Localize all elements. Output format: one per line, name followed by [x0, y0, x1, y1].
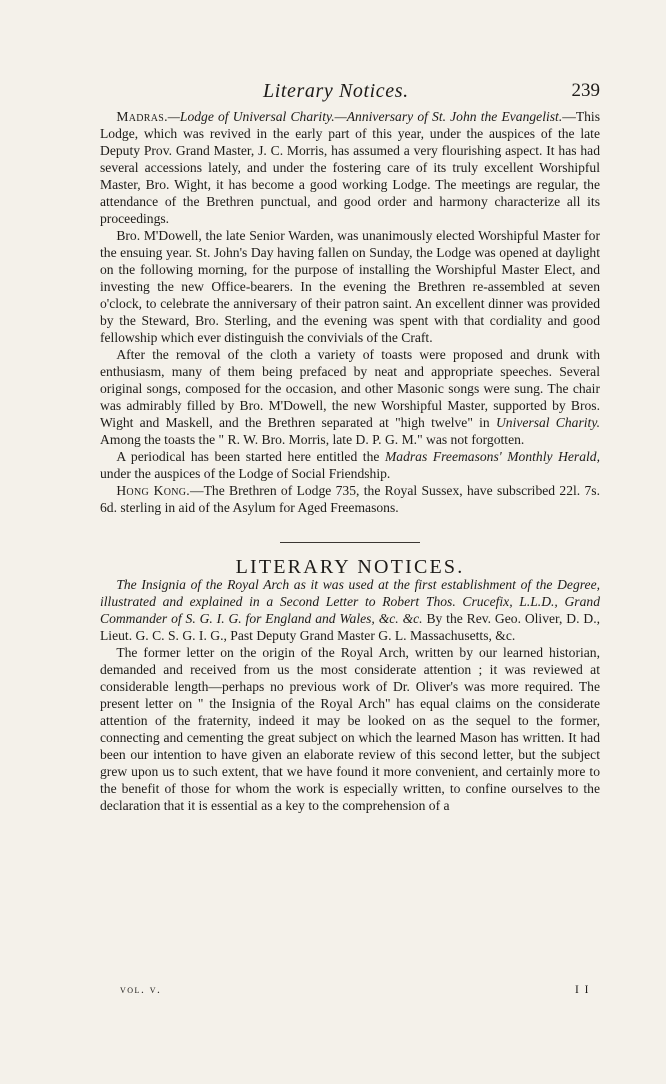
section-divider: [280, 542, 420, 543]
madras-lead: —Lodge of Universal Charity.—Anniversary of St. John the Evangelist.: [167, 109, 563, 124]
madras-paragraph-4: [100, 448, 600, 482]
review-body: The former letter on the origin of the Royal Arch, written by our learned historian, demanded and received from us the most considerate attention ; it was reviewed at considerable length—perhaps no previous work of Dr. Oliver's was more required. The present letter on " the Insignia of the Royal Arch" has equal claims on the considerate attention of the fraternity, indeed it may be looked on as the sequel to the former, connecting and cementing the great subject on which the learned Mason has written. It had been our intention to have given an elaborate review of this second letter, but the subject grew upon us to such extent, that we have found it more convenient, and certainly more to the benefit of those for whom the work is especially written, to confine ourselves to the declaration that it is essential as a key to the comprehension of a: [100, 645, 600, 813]
page-body: [100, 108, 600, 814]
page-number: 239: [571, 80, 600, 101]
signature-mark: I I: [574, 984, 590, 996]
madras-para4-italic: Madras Freemasons' Monthly Herald,: [384, 449, 600, 464]
madras-place: Madras.: [116, 109, 168, 124]
madras-para1-text: —This Lodge, which was revived in the early part of this year, under the auspices of the late Deputy Prov. Grand Master, J. C. Morris, has assumed a very flourishing aspect. It has had several accessions lately, and under the fostering care of its truly excellent Worshipful Master, Bro. Wight, it has become a good working Lodge. The meetings are regular, the attendance of the Brethren punctual, and good order and harmony characterize all its proceedings.: [100, 109, 600, 226]
hong-kong-text: —The Brethren of Lodge 735, the Royal Sussex, have subscribed 22l. 7s. 6d. sterling in aid of the Asylum for Aged Freemasons.: [100, 483, 600, 515]
madras-para3-b: Among the toasts the " R. W. Bro. Morris, late D. P. G. M." was not forgotten.: [100, 432, 525, 447]
madras-para3-a: After the removal of the cloth a variety of toasts were proposed and drunk with enthusiasm, many of them being prefaced by neat and appropriate speeches. Several original songs, composed for the occasion, and other Masonic songs were sung. The chair was admirably filled by Bro. M'Dowell, the new Worshipful Master, supported by Bros. Wight and Maskell, and the Brethren separated at "high twelve" in: [100, 347, 600, 430]
madras-para4-a: A periodical has been started here entitled the: [116, 449, 385, 464]
section-title: LITERARY NOTICES.: [235, 556, 465, 578]
review-byline: By the Rev. Geo. Oliver, D. D., Lieut. G. C. S. G. I. G., Past Deputy Grand Master G. L. Massachusetts, &c.: [100, 611, 600, 643]
review-book-title: The Insignia of the Royal Arch as it was used at the first establishment of the Degree, illustrated and explained in a Second Letter to Robert Thos. Crucefix, L.L.D., Grand Commander of S. G. I. G. for England and Wales, &c. &c.: [100, 577, 600, 626]
hong-kong-place: Hong Kong.: [116, 483, 190, 498]
madras-paragraph-3: [100, 346, 600, 448]
madras-para4-b: under the auspices of the Lodge of Social Friendship.: [100, 466, 391, 481]
madras-paragraph-1: [100, 108, 600, 227]
madras-paragraph-2: Bro. M'Dowell, the late Senior Warden, was unanimously elected Worshipful Master for the ensuing year. St. John's Day having fallen on Sunday, the Lodge was opened at daylight on the following morning, for the purpose of installing the Worshipful Master Elect, and investing the new Office-bearers. In the evening the Brethren re-assembled at seven o'clock, to celebrate the anniversary of their patron saint. An excellent dinner was provided by the Steward, Bro. Sterling, and the evening was spent with that cordiality and good fellowship which ever distinguish the convivials of the Craft.: [100, 228, 600, 345]
hong-kong-paragraph: [100, 482, 600, 516]
madras-para3-italic: Universal Charity.: [495, 415, 600, 430]
running-head: Literary Notices.: [263, 80, 409, 102]
review-heading: [100, 576, 600, 644]
page-header: [100, 76, 600, 106]
page-footer: [120, 984, 590, 1002]
volume-mark: vol. v.: [120, 984, 162, 996]
